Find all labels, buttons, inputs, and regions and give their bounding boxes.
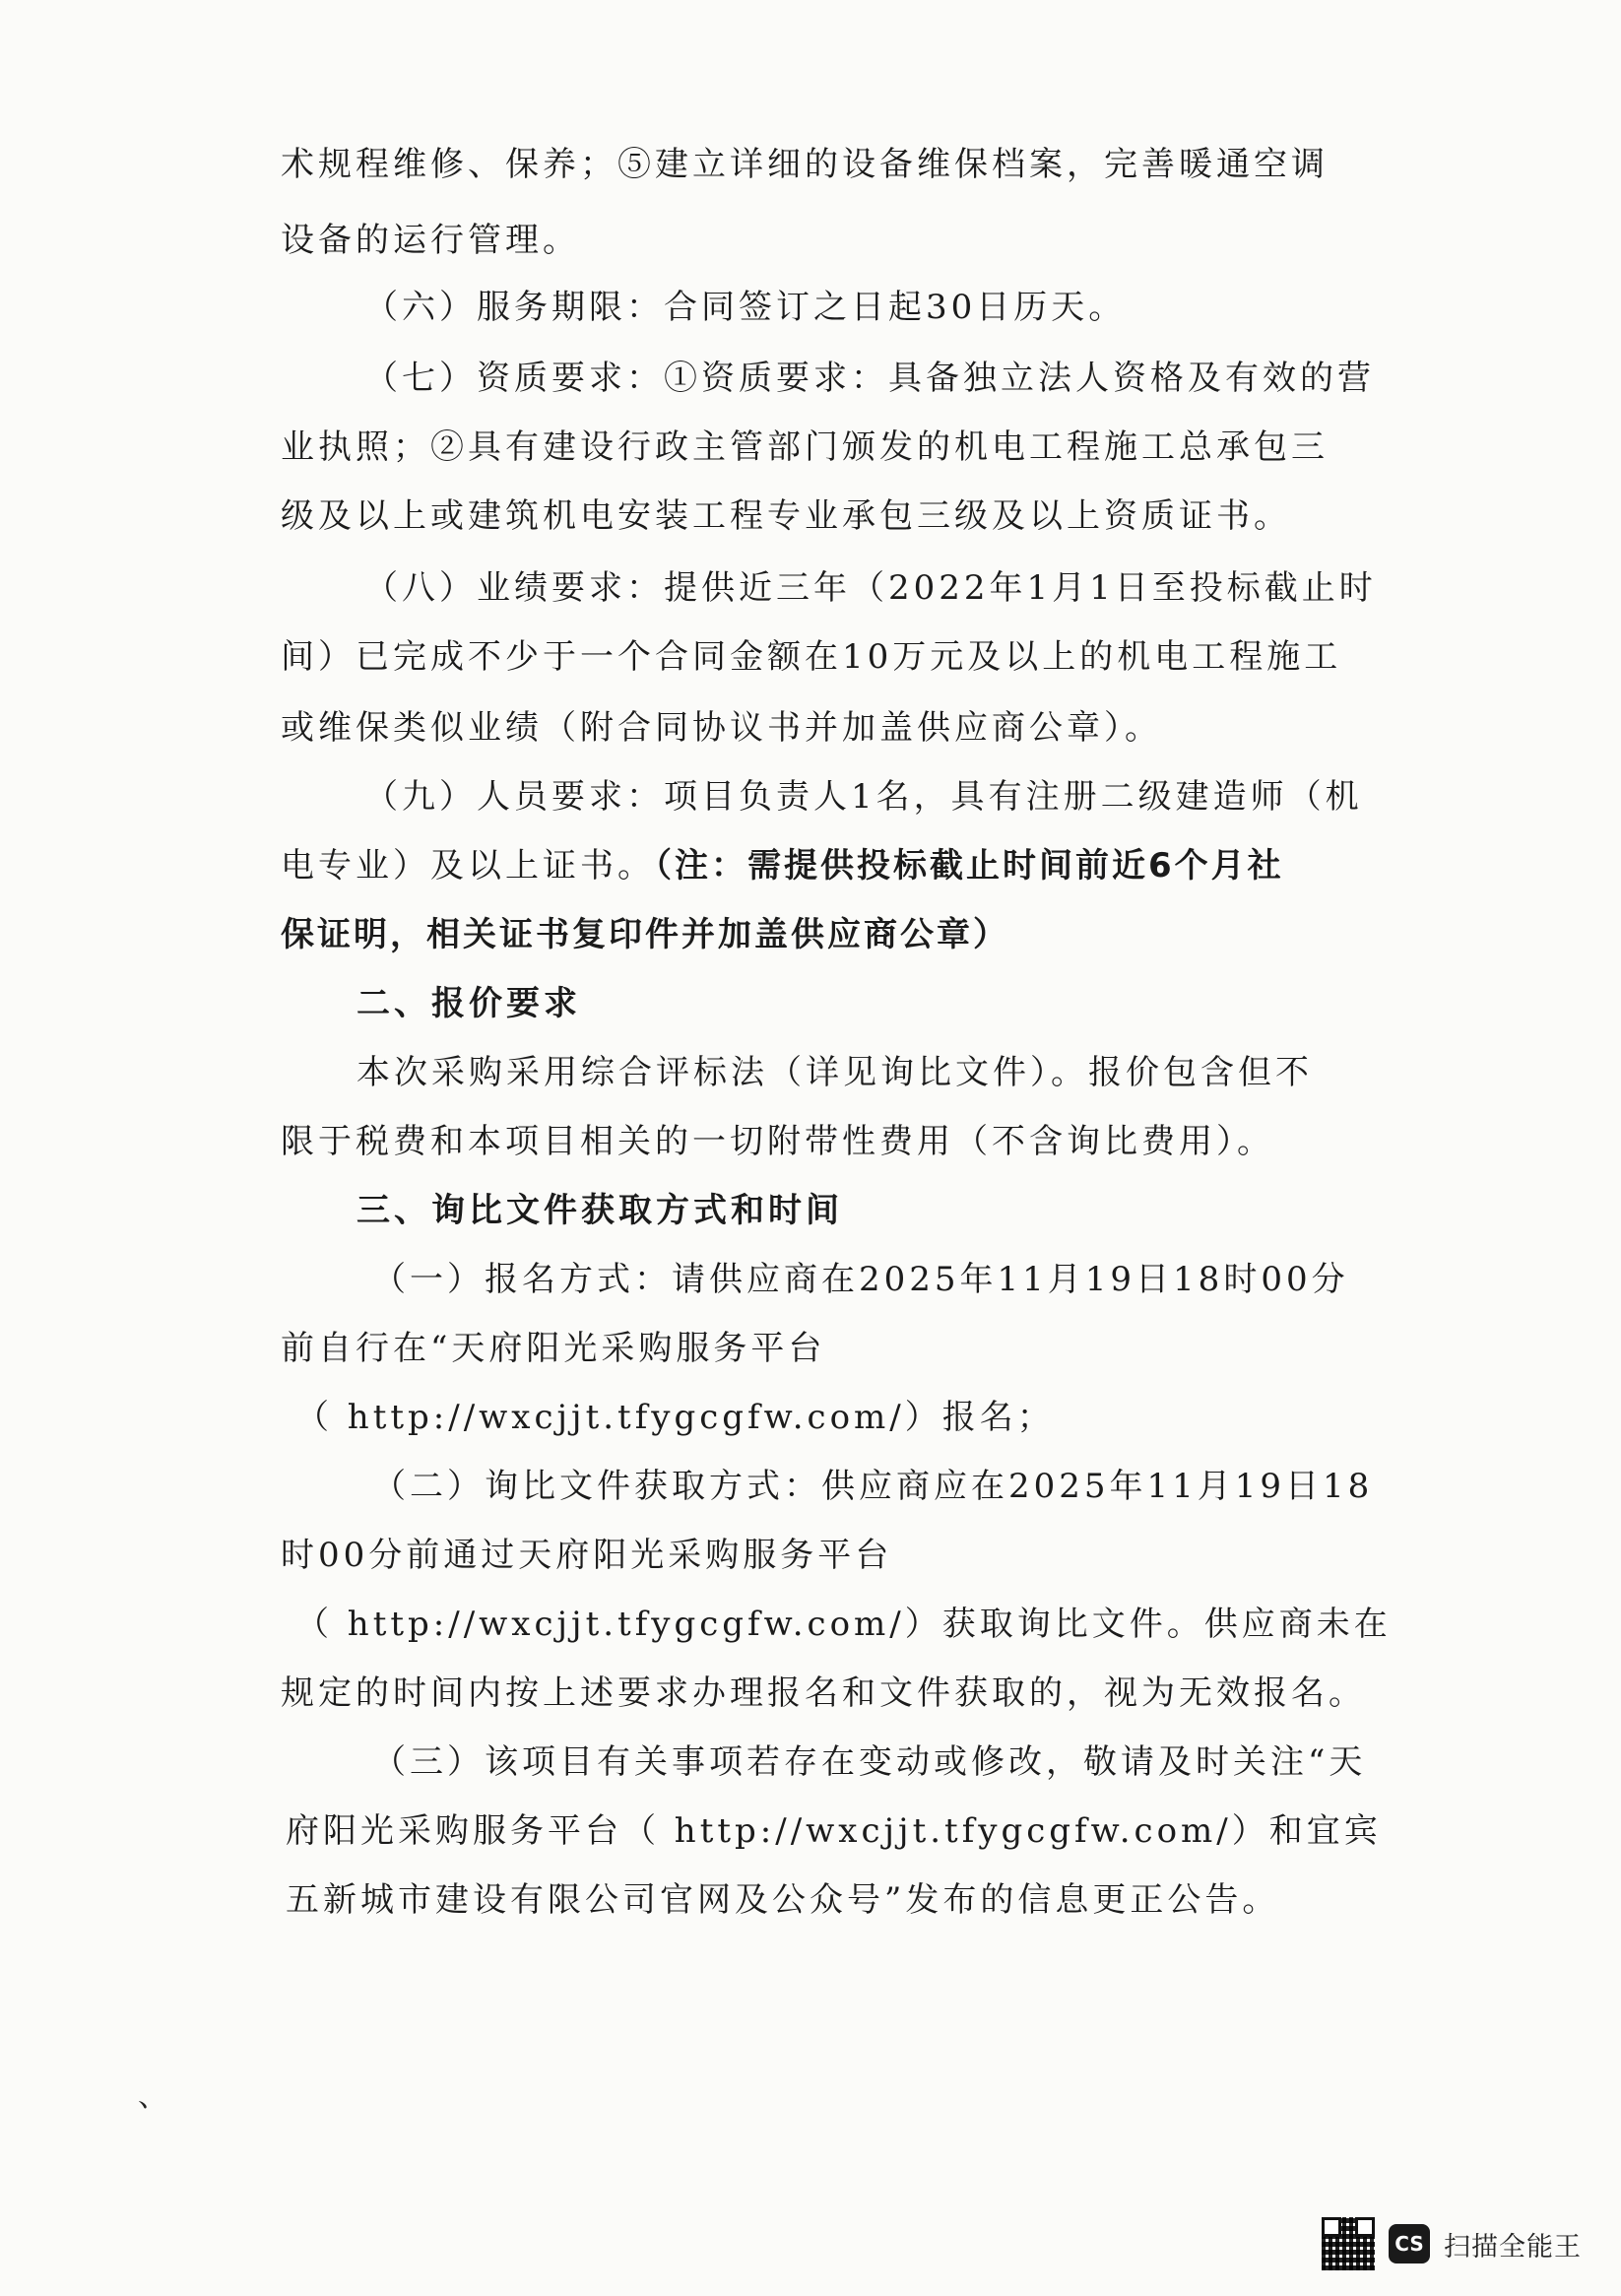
text-line: 本次采购采用综合评标法（详见询比文件）。报价包含但不 (357, 1053, 1313, 1092)
line-normal-part: 电专业）及以上证书。 (281, 846, 655, 886)
scanner-watermark (1322, 2217, 1582, 2270)
text-line: 时00分前通过天府阳光采购服务平台 (281, 1536, 893, 1575)
text-line: 五新城市建设有限公司官网及公众号”发布的信息更正公告。 (286, 1880, 1280, 1920)
text-line (281, 844, 1562, 887)
text-line: （ http://wxcjjt.tfygcgfw.com/）报名； (295, 1398, 1055, 1437)
text-line: 限于税费和本项目相关的一切附带性费用（不含询比费用）。 (281, 1122, 1274, 1161)
text-line: （八）业绩要求：提供近三年（2022年1月1日至投标截止时 (364, 568, 1377, 608)
text-line: （七）资质要求：①资质要求：具备独立法人资格及有效的营 (364, 359, 1375, 398)
text-line: 术规程维修、保养；⑤建立详细的设备维保档案，完善暖通空调 (281, 145, 1329, 184)
text-line: （六）服务期限：合同签订之日起30日历天。 (364, 288, 1127, 327)
text-line: 间）已完成不少于一个合同金额在10万元及以上的机电工程施工 (281, 637, 1342, 677)
section-heading: 二、报价要求 (357, 984, 581, 1023)
line-bold-note: （注：需提供投标截止时间前近6个月社 (655, 846, 1284, 886)
stray-mark: 、 (138, 2079, 167, 2114)
text-line: （一）报名方式：请供应商在2025年11月19日18时00分 (372, 1260, 1349, 1299)
text-line: （九）人员要求：项目负责人1名，具有注册二级建造师（机 (364, 777, 1363, 817)
text-line: 或维保类似业绩（附合同协议书并加盖供应商公章）。 (281, 708, 1162, 748)
text-line: 业执照；②具有建设行政主管部门颁发的机电工程施工总承包三 (281, 427, 1329, 467)
text-line: （二）询比文件获取方式：供应商应在2025年11月19日18 (372, 1467, 1374, 1506)
text-line: 府阳光采购服务平台（ http://wxcjjt.tfygcgfw.com/）和宜宾 (286, 1811, 1382, 1851)
section-heading: 三、询比文件获取方式和时间 (357, 1191, 843, 1230)
camscanner-logo-icon: CS (1389, 2224, 1430, 2263)
text-line: 前自行在“天府阳光采购服务平台 (281, 1329, 826, 1368)
text-line: （三）该项目有关事项若存在变动或修改，敬请及时关注“天 (372, 1742, 1367, 1782)
text-line: 保证明，相关证书复印件并加盖供应商公章） (281, 915, 1009, 954)
text-line: 设备的运行管理。 (281, 221, 580, 260)
scanner-brand-label: 扫描全能王 (1444, 2231, 1582, 2263)
text-line: （ http://wxcjjt.tfygcgfw.com/）获取询比文件。供应商未在 (295, 1605, 1392, 1644)
text-line: 规定的时间内按上述要求办理报名和文件获取的，视为无效报名。 (281, 1673, 1366, 1713)
qr-code-icon (1322, 2217, 1375, 2270)
text-line: 级及以上或建筑机电安装工程专业承包三级及以上资质证书。 (281, 496, 1291, 536)
